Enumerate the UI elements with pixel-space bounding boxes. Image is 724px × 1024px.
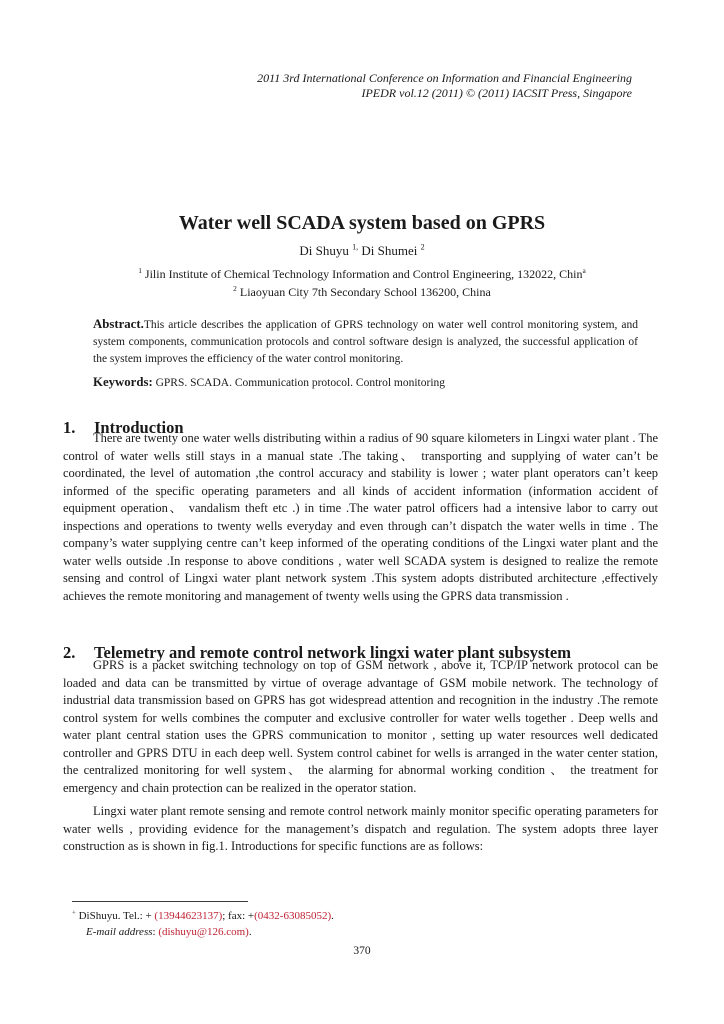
conference-header-line1: 2011 3rd International Conference on Information and Financial Engineering (257, 71, 632, 85)
keywords-line (93, 374, 638, 392)
abstract-text: This article describes the application of GPRS technology on water well control monitoring system, and system components, communication protocols and control software design is analyzed, the successful application of the system improves the efficiency of the water control monitoring. (93, 319, 638, 366)
footnote-marker: + (72, 909, 76, 917)
email-colon: : (152, 926, 159, 938)
footnote (72, 901, 658, 940)
section-2-title: Telemetry and remote control network lingxi water plant subsystem (94, 642, 571, 662)
abstract-block (93, 316, 638, 392)
email-address: (dishuyu@126.com) (158, 926, 249, 938)
author-2-name: Di Shumei (358, 243, 421, 258)
conference-header-line2: IPEDR vol.12 (2011) © (2011) IACSIT Press, Singapore (361, 86, 632, 100)
email-label: E-mail address (86, 926, 153, 938)
affiliation-1-superscript: 1 (138, 266, 142, 275)
section-2-paragraph-2: Lingxi water plant remote sensing and remote control network mainly monitor specific operating parameters for water wells , providing evidence for the management’s dispatch and regulation. The system adopts three layer construction as is shown in fig.1. Introductions for specific functions are as follows: (63, 804, 658, 853)
footnote-fax: (0432-63085052) (254, 910, 332, 922)
affiliation-2-superscript: 2 (233, 283, 237, 293)
section-1-number: 1. (63, 417, 76, 437)
conference-header (63, 71, 632, 101)
authors-line (0, 243, 724, 259)
footnote-fax-label: ; fax: + (222, 910, 255, 922)
abstract-label: Abstract. (93, 317, 144, 331)
abstract-paragraph (93, 316, 638, 369)
footnote-contact-text: DiShuyu. Tel.: + (75, 910, 155, 922)
keywords-text: GPRS. SCADA. Communication protocol. Control monitoring (152, 376, 446, 389)
email-period: . (248, 926, 252, 938)
author-2-superscript: 2 (420, 242, 425, 252)
affiliation-2-text: Liaoyuan City 7th Secondary School 136200, China (236, 284, 491, 299)
footnote-line1-period: . (331, 910, 334, 922)
page-number: 370 (353, 945, 371, 957)
section-2-body (63, 657, 658, 856)
footnote-phone: (13944623137) (154, 910, 223, 922)
section-1-body (63, 430, 658, 605)
section-2-number: 2. (63, 642, 76, 662)
footnote-line-1 (72, 908, 658, 924)
author-1-superscript: 1, (352, 242, 359, 252)
affiliation-1-text: Jilin Institute of Chemical Technology Information and Control Engineering, 132022, Chin (141, 267, 583, 281)
footnote-rule (72, 901, 248, 902)
affiliation-2 (0, 284, 724, 302)
paper-title: Water well SCADA system based on GPRS (178, 212, 546, 235)
author-1-name: Di Shuyu (299, 243, 353, 258)
keywords-label: Keywords: (93, 374, 153, 389)
section-2-paragraph-1: GPRS is a packet switching technology on top of GSM network , above it, TCP/IP network protocol can be loaded and data can be transmitted by virtue of overage advantage of GSM mobile network. The technology of industrial data transmission based on GPRS has got widespread attention and recognition in the industry .The remote control system for wells combines the computer and exclusive controller for water wells together . Deep wells and water plant central station uses the GPRS communication to monitor , setting up water resources well dedicated controller and GPRS DTU in each deep well. System control cabinet for wells is arranged in the water center station, the centralized monitoring for well system、 the alarming for abnormal working condition 、 the treatment for emergency and chain protection can be realized in the operator station. (63, 658, 658, 795)
affiliation-1-trailing-superscript: a (582, 266, 586, 275)
affiliations (0, 266, 724, 301)
affiliation-1 (0, 266, 724, 284)
footnote-line-2 (72, 924, 658, 940)
section-1-title: Introduction (94, 417, 184, 437)
section-1-paragraph-1: There are twenty one water wells distributing within a radius of 90 square kilometers in Lingxi water plant . The control of water wells still stays in a manual state .The taking、 transporting and supplying of water can’t be coordinated, the level of automation ,the control accuracy and stability is lower ; water plant operators can’t keep informed of the specific operating parameters and all kinds of accident information (information accident of equipment operation、 vandalism theft etc .) in time .The water patrol officers had a intensive labor to carry out inspections and operations to twenty wells everyday and even through can’t dispatch the water wells in time . The company’s water supplying centre can’t keep informed of the operating conditions of the Lingxi water plant and the water wells outside .In response to above conditions , water well SCADA system is designed to realize the remote sensing and control of Lingxi water plant network system .This system adopts distributed architecture ,effectively achieves the remote monitoring and management of twenty wells using the GPRS data transmission . (63, 431, 658, 603)
